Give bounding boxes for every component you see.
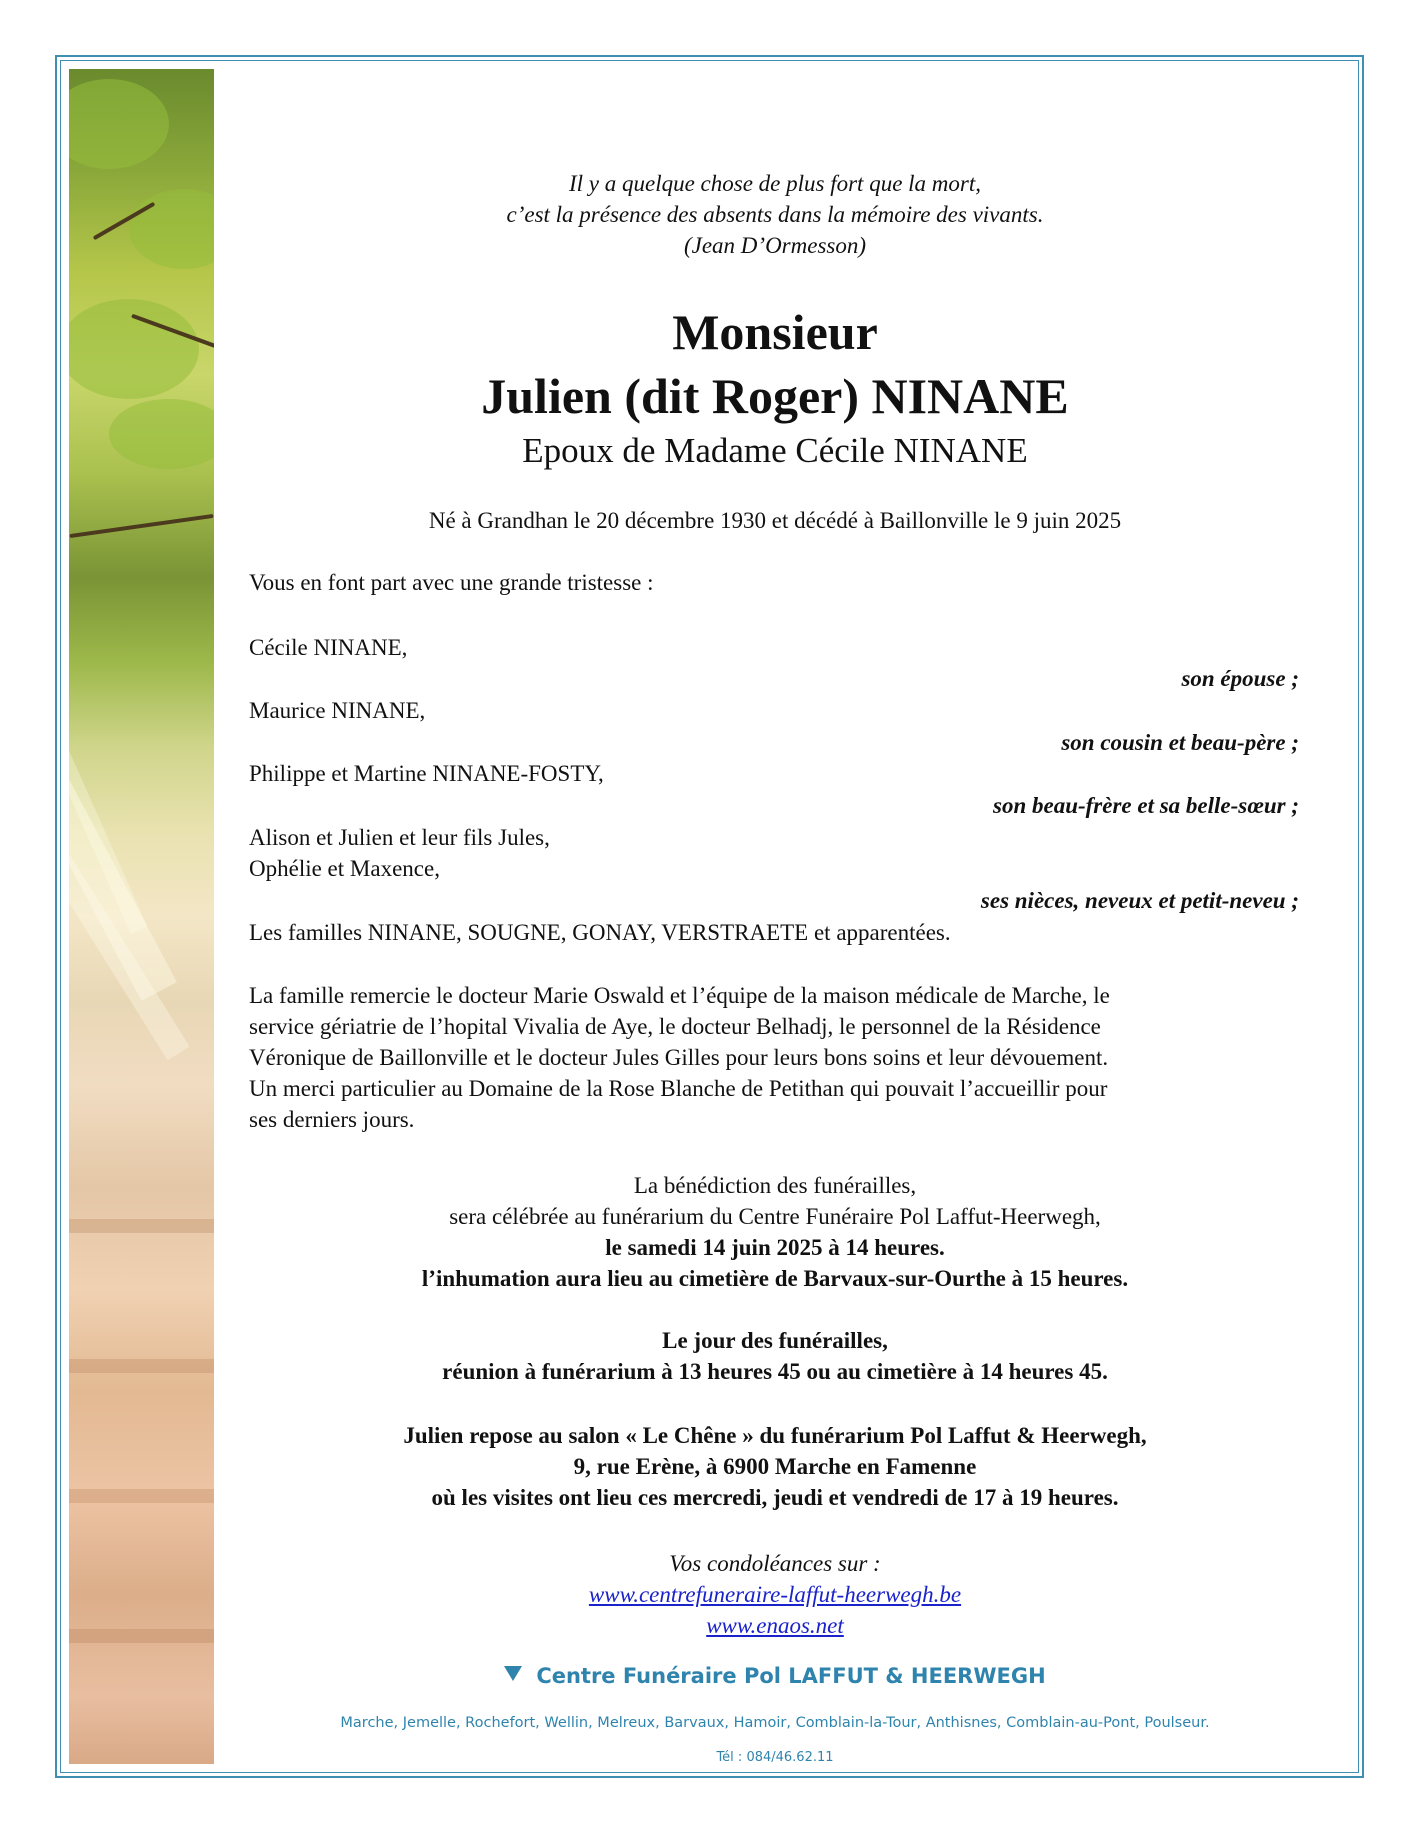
forest-path-image [69, 69, 214, 1764]
burial-info: l’inhumation aura lieu au cimetière de Barvaux-sur-Ourthe à 15 heures. [421, 1266, 1129, 1291]
families-line: Les familles NINANE, SOUGNE, GONAY, VERSTRAETE et apparentées. [249, 920, 951, 945]
quote-author: (Jean D’Ormesson) [683, 233, 867, 258]
family-member-name: Alison et Julien et leur fils Jules, [249, 825, 550, 850]
company-towns: Marche, Jemelle, Rochefort, Wellin, Melreux, Barvaux, Hamoir, Comblain-la-Tour, Anthisnes, Comblain-au-Pont, Poulseur. [340, 1715, 1210, 1731]
gathering-line: Le jour des funérailles, [662, 1328, 888, 1353]
deceased-name: Julien (dit Roger) NINANE [481, 368, 1069, 424]
condolences-block [240, 1548, 1310, 1641]
ceremony-line: sera célébrée au funérarium du Centre Funéraire Pol Laffut-Heerwegh, [449, 1204, 1101, 1229]
thanks-line: Un merci particulier au Domaine de la Rose Blanche de Petithan qui pouvait l’accueillir pour [249, 1076, 1108, 1101]
visitation-hours: où les visites ont lieu ces mercredi, jeudi et vendredi de 17 à 19 heures. [431, 1485, 1119, 1510]
visitation-address: 9, rue Erène, à 6900 Marche en Famenne [573, 1454, 977, 1479]
family-member-name: Maurice NINANE, [249, 698, 426, 723]
ceremony-date: le samedi 14 juin 2025 à 14 heures. [605, 1235, 945, 1260]
thanks-line: ses derniers jours. [249, 1107, 415, 1132]
intro-text: Vous en font part avec une grande tristesse : [249, 570, 654, 595]
family-relation: son beau-frère et sa belle-sœur ; [993, 793, 1299, 818]
company-label: Centre Funéraire Pol LAFFUT & HEERWEGH [536, 1664, 1046, 1688]
visitation-block [240, 1420, 1310, 1513]
thanks-line: Véronique de Baillonville et le docteur Jules Gilles pour leurs bons soins et leur dévouement. [249, 1045, 1109, 1070]
gathering-block [240, 1325, 1310, 1387]
family-member-name: Philippe et Martine NINANE-FOSTY, [249, 761, 604, 786]
thanks-paragraph [249, 980, 1299, 1135]
salutation: Monsieur [672, 304, 878, 360]
gathering-line: réunion à funérarium à 13 heures 45 ou au cimetière à 14 heures 45. [442, 1359, 1108, 1384]
family-relation: son cousin et beau-père ; [1061, 730, 1299, 755]
ceremony-block [240, 1170, 1310, 1294]
family-relation: son épouse ; [1181, 666, 1299, 691]
triangle-down-icon [504, 1666, 522, 1681]
ceremony-line: La bénédiction des funérailles, [633, 1173, 917, 1198]
family-member-name: Cécile NINANE, [249, 635, 408, 660]
funeral-home-link[interactable]: www.centrefuneraire-laffut-heerwegh.be [588, 1582, 962, 1607]
deceased-title [240, 300, 1310, 428]
company-phone: Tél : 084/46.62.11 [716, 1750, 834, 1765]
quote-line: Il y a quelque chose de plus fort que la mort, [568, 171, 981, 196]
condolences-label: Vos condoléances sur : [669, 1551, 881, 1576]
quote-line: c’est la présence des absents dans la mémoire des vivants. [506, 202, 1044, 227]
thanks-line: La famille remercie le docteur Marie Oswald et l’équipe de la maison médicale de Marche, le [249, 983, 1110, 1008]
family-member-name: Ophélie et Maxence, [249, 856, 440, 881]
birth-death-line: Né à Grandhan le 20 décembre 1930 et décédé à Baillonville le 9 juin 2025 [428, 508, 1122, 533]
company-name [240, 1662, 1310, 1690]
spouse-line: Epoux de Madame Cécile NINANE [522, 431, 1028, 470]
visitation-line: Julien repose au salon « Le Chêne » du funérarium Pol Laffut & Heerwegh, [403, 1423, 1147, 1448]
enaos-link[interactable]: www.enaos.net [706, 1613, 844, 1638]
epigraph-quote [240, 168, 1310, 261]
family-relation: ses nièces, neveux et petit-neveu ; [980, 888, 1299, 913]
thanks-line: service gériatrie de l’hopital Vivalia de Aye, le docteur Belhadj, le personnel de la Résidence [249, 1014, 1101, 1039]
